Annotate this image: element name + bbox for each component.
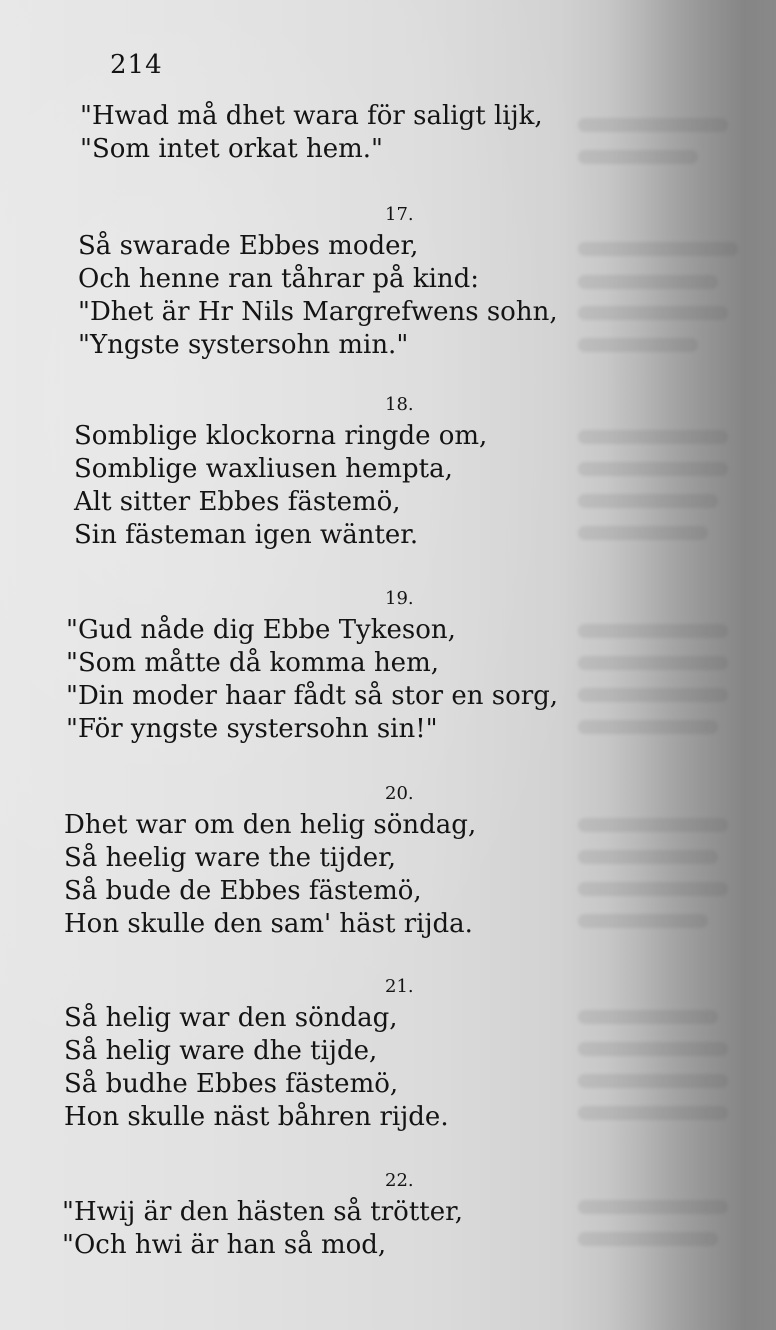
verse-line: "Yngste systersohn min." (78, 330, 409, 360)
verse-line: "För yngste systersohn sin!" (66, 714, 438, 744)
verse-line: Hon skulle näst båhren rijde. (64, 1102, 449, 1132)
verse-line: Alt sitter Ebbes fästemö, (74, 487, 401, 517)
verse-line: Och henne ran tåhrar på kind: (78, 264, 480, 294)
verse-line: "Och hwi är han så mod, (62, 1230, 387, 1260)
verse-line: "Hwad må dhet wara för saligt lijk, (80, 101, 543, 131)
verse-line: "Gud nåde dig Ebbe Tykeson, (66, 615, 456, 645)
verse-line: Så budhe Ebbes fästemö, (64, 1069, 399, 1099)
verse-line: "Som intet orkat hem." (80, 134, 384, 164)
verse-line: Så swarade Ebbes moder, (78, 231, 419, 261)
verse-line: "Din moder haar fådt så stor en sorg, (66, 681, 559, 711)
verse-line: Hon skulle den sam' häst rijda. (64, 909, 473, 939)
page-number: 214 (110, 50, 163, 80)
verse-line: Somblige waxliusen hempta, (74, 454, 453, 484)
verse-line: "Hwij är den hästen så trötter, (62, 1197, 463, 1227)
verse-line: Somblige klockorna ringde om, (74, 421, 488, 451)
stanza-number: 22. (385, 1170, 414, 1191)
verse-line: Så heelig ware the tijder, (64, 843, 397, 873)
verse-line: Så helig ware dhe tijde, (64, 1036, 378, 1066)
verse-line: Så bude de Ebbes fästemö, (64, 876, 422, 906)
verse-line: Dhet war om den helig söndag, (64, 810, 477, 840)
page-curve-shadow (606, 0, 776, 1330)
stanza-number: 21. (385, 976, 414, 997)
stanza-number: 20. (385, 783, 414, 804)
verse-line: Sin fästeman igen wänter. (74, 520, 419, 550)
verse-line: Så helig war den söndag, (64, 1003, 398, 1033)
stanza-number: 19. (385, 588, 414, 609)
verse-line: "Dhet är Hr Nils Margrefwens sohn, (78, 297, 558, 327)
stanza-number: 18. (385, 394, 414, 415)
stanza-number: 17. (385, 204, 414, 225)
verse-line: "Som måtte då komma hem, (66, 648, 439, 678)
show-through-text (560, 0, 776, 1330)
